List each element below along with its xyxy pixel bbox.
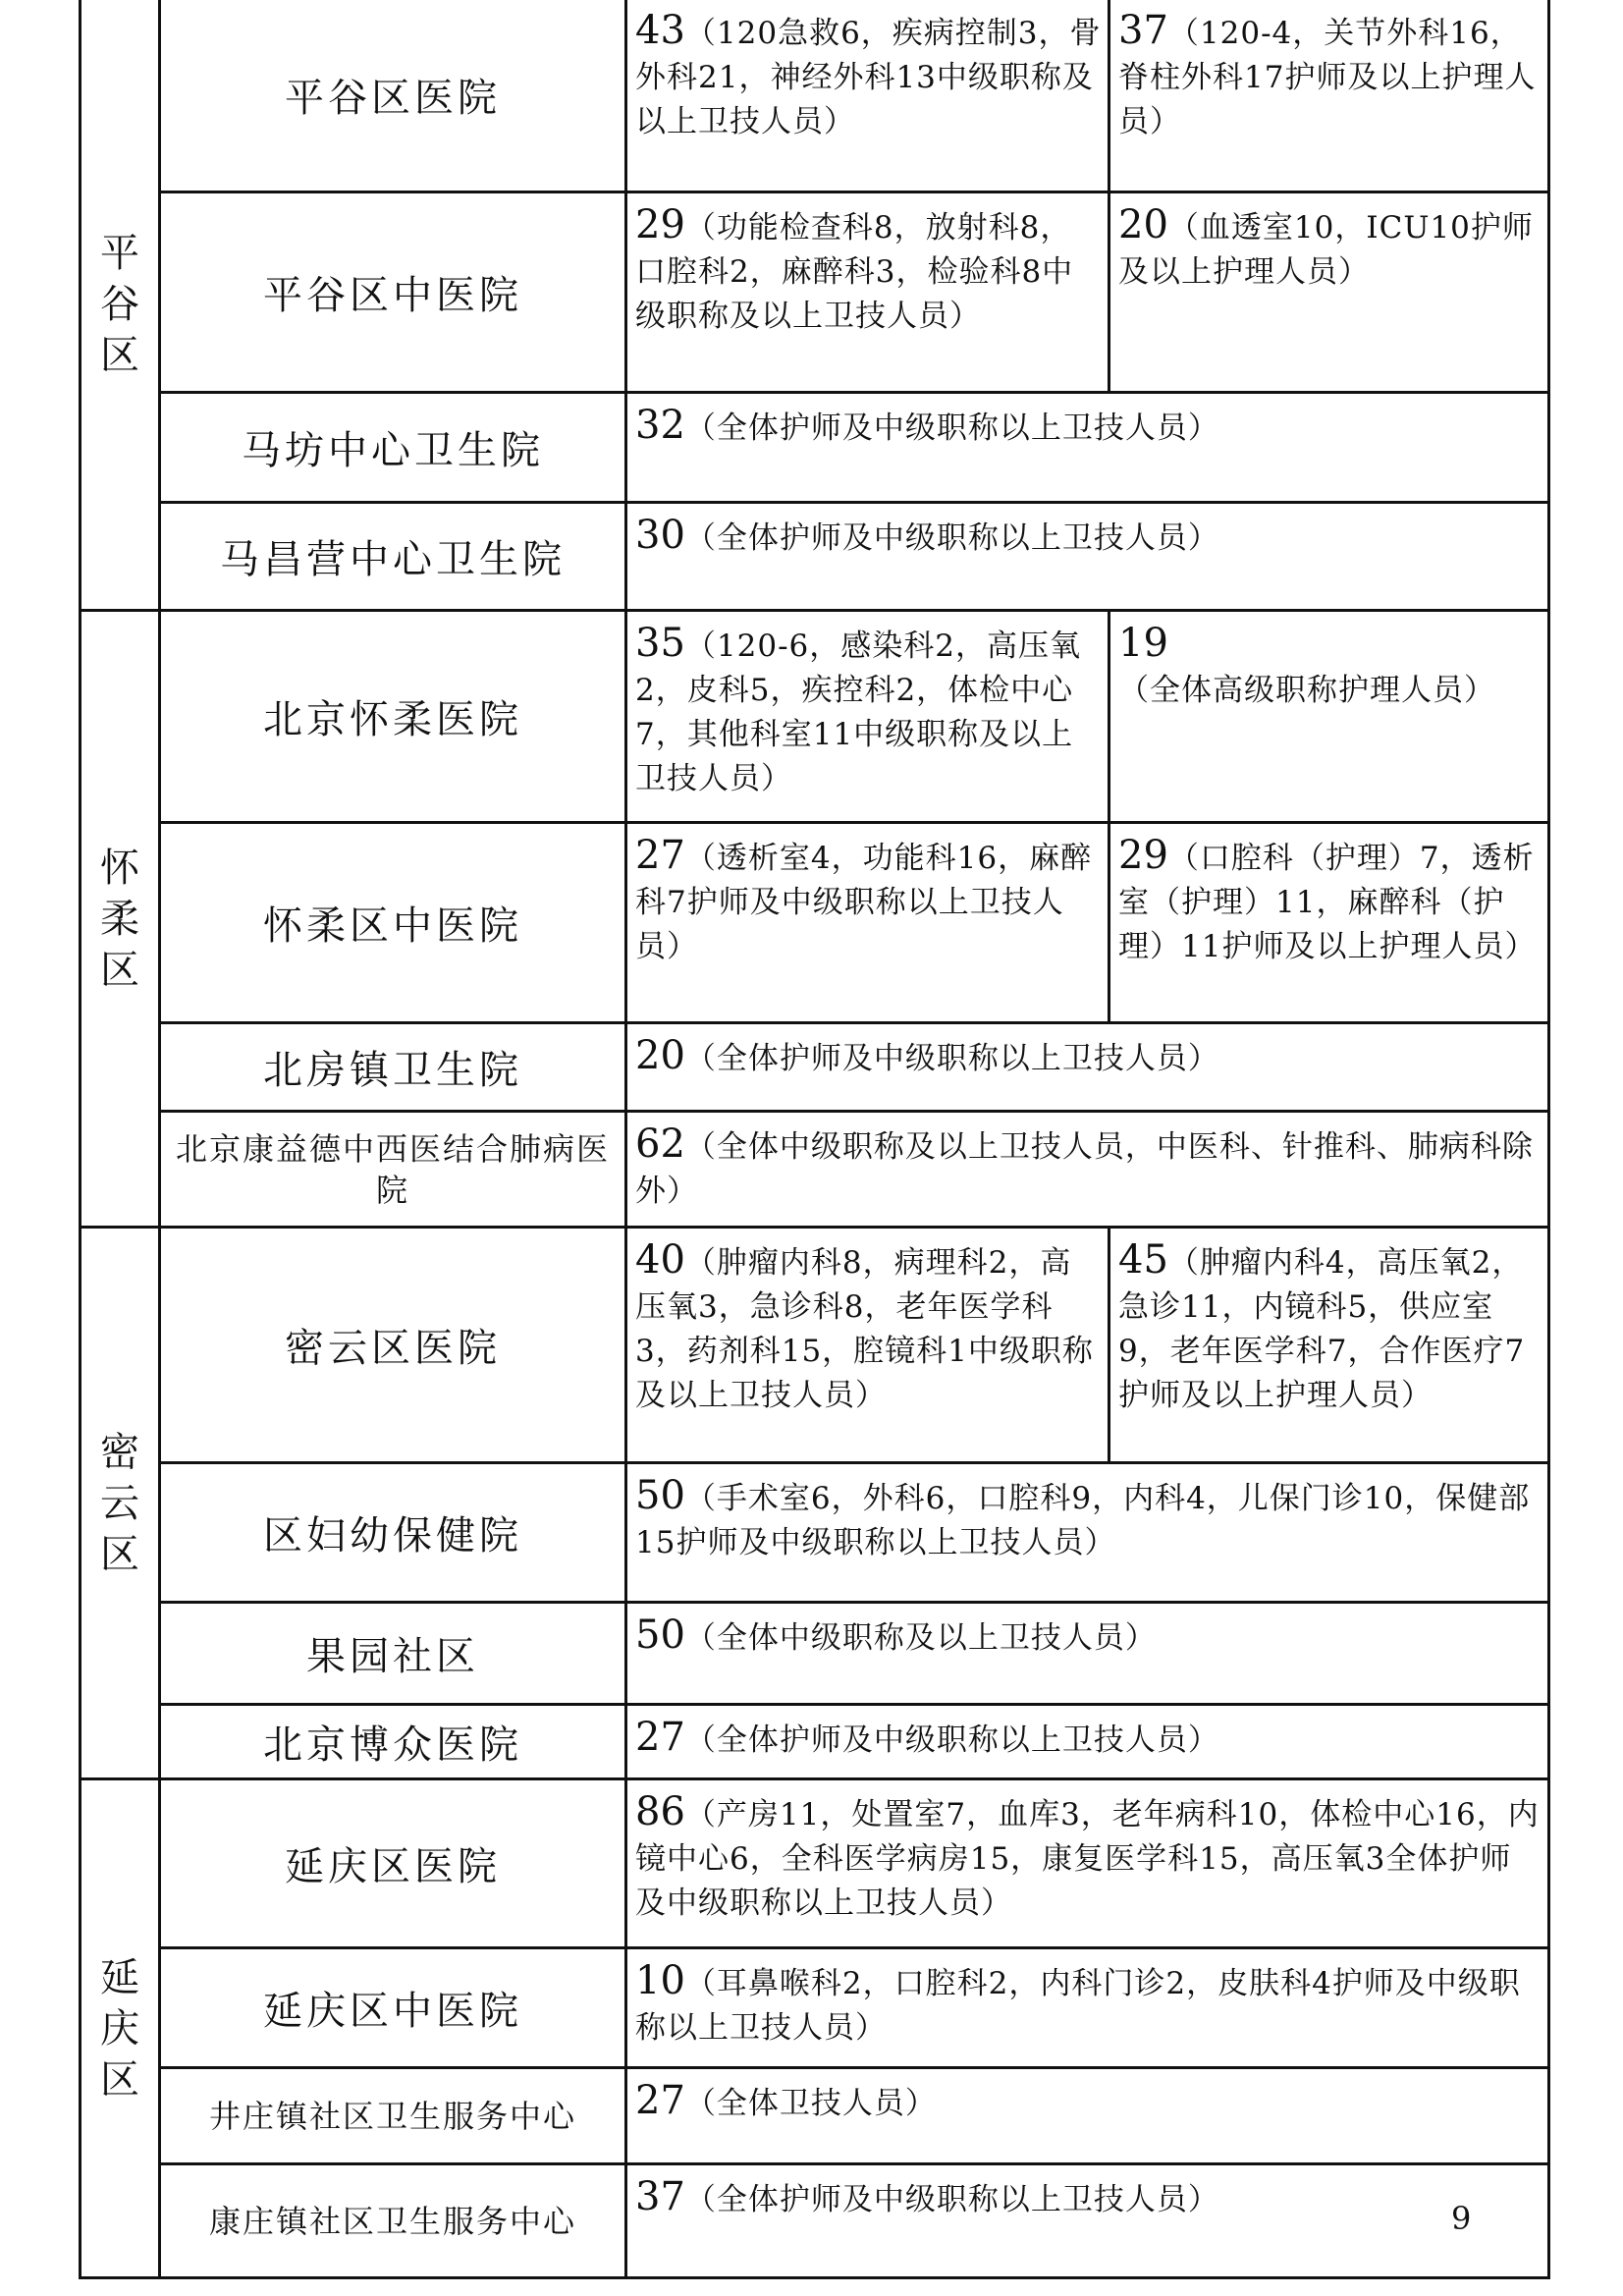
primary-count-cell xyxy=(626,823,1109,1023)
primary-count-cell xyxy=(626,192,1109,393)
table-row xyxy=(81,192,1549,393)
count-number: 40 xyxy=(635,1237,685,1283)
institution-name: 延庆区中医院 xyxy=(160,1948,626,2068)
primary-count-cell xyxy=(626,1948,1549,2068)
nursing-count-cell xyxy=(1109,1228,1549,1463)
institution-name: 密云区医院 xyxy=(160,1228,626,1463)
table-row xyxy=(81,1228,1549,1463)
count-number: 45 xyxy=(1118,1237,1168,1283)
institution-name: 怀柔区中医院 xyxy=(160,823,626,1023)
count-number: 62 xyxy=(635,1121,685,1167)
count-number: 20 xyxy=(635,1033,685,1078)
institution-name: 康庄镇社区卫生服务中心 xyxy=(160,2164,626,2278)
primary-count-cell xyxy=(626,1228,1109,1463)
count-number: 30 xyxy=(635,513,685,558)
primary-count-cell xyxy=(626,1779,1549,1948)
primary-count-cell xyxy=(626,611,1109,823)
count-number: 37 xyxy=(635,2174,685,2219)
table-row xyxy=(81,1705,1549,1779)
count-number: 86 xyxy=(635,1789,685,1834)
district-cell: 密 云 区 xyxy=(81,1228,160,1779)
count-detail: （全体中级职称及以上卫技人员，中医科、针推科、肺病科除外） xyxy=(635,1129,1534,1209)
count-detail: （全体护师及中级职称以上卫技人员） xyxy=(684,2182,1219,2217)
count-detail: （透析室4，功能科16，麻醉科7护师及中级职称以上卫技人员） xyxy=(635,841,1093,964)
primary-count-cell xyxy=(626,1112,1549,1228)
nursing-count-cell xyxy=(1109,0,1549,192)
count-number: 29 xyxy=(635,202,685,247)
institution-name: 北京博众医院 xyxy=(160,1705,626,1779)
institution-name: 区妇幼保健院 xyxy=(160,1463,626,1603)
primary-count-cell xyxy=(626,2068,1549,2164)
primary-count-cell xyxy=(626,0,1109,192)
count-number: 37 xyxy=(1118,8,1168,53)
count-number: 27 xyxy=(635,2078,685,2123)
count-number: 50 xyxy=(635,1473,685,1518)
count-number: 27 xyxy=(635,833,685,878)
table-row xyxy=(81,1779,1549,1948)
table-row xyxy=(81,393,1549,503)
primary-count-cell xyxy=(626,393,1549,503)
institution-name: 北房镇卫生院 xyxy=(160,1023,626,1112)
count-detail: （手术室6，外科6，口腔科9，内科4，儿保门诊10，保健部15护师及中级职称以上卫技人员） xyxy=(635,1481,1531,1560)
count-number: 27 xyxy=(635,1715,685,1760)
count-detail: （肿瘤内科4，高压氧2，急诊11，内镜科5，供应室9，老年医学科7，合作医疗7护师及以上护理人员） xyxy=(1118,1245,1526,1413)
count-detail: （产房11，处置室7，血库3，老年病科10，体检中心16，内镜中心6，全科医学病房15，康复医学科15，高压氧3全体护师及中级职称以上卫技人员） xyxy=(635,1797,1540,1921)
institution-name: 平谷区中医院 xyxy=(160,192,626,393)
table-row xyxy=(81,1948,1549,2068)
table-row xyxy=(81,0,1549,192)
table-row xyxy=(81,503,1549,611)
count-detail: （全体中级职称及以上卫技人员） xyxy=(684,1620,1157,1656)
count-detail: （肿瘤内科8，病理科2，高压氧3，急诊科8，老年医学科3，药剂科15，腔镜科1中级职称及以上卫技人员） xyxy=(635,1245,1094,1413)
institution-name: 果园社区 xyxy=(160,1603,626,1705)
count-number: 10 xyxy=(635,1958,685,2003)
table-row xyxy=(81,1463,1549,1603)
count-detail: （全体护师及中级职称以上卫技人员） xyxy=(684,520,1219,556)
nursing-count-cell xyxy=(1109,611,1549,823)
primary-count-cell xyxy=(626,2164,1549,2278)
count-number: 29 xyxy=(1118,833,1168,878)
table-row xyxy=(81,1603,1549,1705)
institution-name: 北京怀柔医院 xyxy=(160,611,626,823)
nursing-count-cell xyxy=(1109,192,1549,393)
primary-count-cell xyxy=(626,1705,1549,1779)
table-row xyxy=(81,823,1549,1023)
count-number: 20 xyxy=(1118,202,1168,247)
institution-name: 井庄镇社区卫生服务中心 xyxy=(160,2068,626,2164)
table-row xyxy=(81,611,1549,823)
count-detail: （全体护师及中级职称以上卫技人员） xyxy=(684,410,1219,446)
count-detail: （功能检查科8，放射科8，口腔科2，麻醉科3，检验科8中级职称及以上卫技人员） xyxy=(635,210,1074,334)
count-detail: （120-6，感染科2，高压氧2，皮科5，疾控科2，体检中心7，其他科室11中级职称及以上卫技人员） xyxy=(635,629,1081,796)
institution-name: 马昌营中心卫生院 xyxy=(160,503,626,611)
institution-name: 马坊中心卫生院 xyxy=(160,393,626,503)
table-row xyxy=(81,2068,1549,2164)
count-detail: （全体护师及中级职称以上卫技人员） xyxy=(684,1041,1219,1076)
count-detail: （全体护师及中级职称以上卫技人员） xyxy=(684,1722,1219,1758)
primary-count-cell xyxy=(626,1023,1549,1112)
count-number: 43 xyxy=(635,8,685,53)
primary-count-cell xyxy=(626,1463,1549,1603)
primary-count-cell xyxy=(626,503,1549,611)
count-number: 19 xyxy=(1118,621,1168,666)
count-number: 35 xyxy=(635,621,685,666)
hospital-allocation-table xyxy=(79,0,1550,2279)
institution-name: 延庆区医院 xyxy=(160,1779,626,1948)
count-detail: （耳鼻喉科2，口腔科2，内科门诊2，皮肤科4护师及中级职称以上卫技人员） xyxy=(635,1966,1521,2046)
institution-name: 北京康益德中西医结合肺病医院 xyxy=(160,1112,626,1228)
count-detail: （血透室10，ICU10护师及以上护理人员） xyxy=(1118,210,1534,290)
institution-name: 平谷区医院 xyxy=(160,0,626,192)
district-cell: 延 庆 区 xyxy=(81,1779,160,2278)
table-row xyxy=(81,1023,1549,1112)
page-number: 9 xyxy=(1451,2200,1472,2237)
count-detail: （120-4，关节外科16，脊柱外科17护师及以上护理人员） xyxy=(1118,16,1537,139)
count-detail: （全体高级职称护理人员） xyxy=(1118,673,1495,708)
nursing-count-cell xyxy=(1109,823,1549,1023)
district-cell: 平 谷 区 xyxy=(81,0,160,611)
primary-count-cell xyxy=(626,1603,1549,1705)
count-detail: （口腔科（护理）7，透析室（护理）11，麻醉科（护理）11护师及以上护理人员） xyxy=(1118,841,1537,964)
district-cell: 怀 柔 区 xyxy=(81,611,160,1228)
count-detail: （全体卫技人员） xyxy=(684,2086,937,2121)
count-number: 32 xyxy=(635,403,685,448)
count-detail: （120急救6，疾病控制3，骨外科21，神经外科13中级职称及以上卫技人员） xyxy=(635,16,1102,139)
table-row xyxy=(81,1112,1549,1228)
table-row xyxy=(81,2164,1549,2278)
count-number: 50 xyxy=(635,1613,685,1658)
